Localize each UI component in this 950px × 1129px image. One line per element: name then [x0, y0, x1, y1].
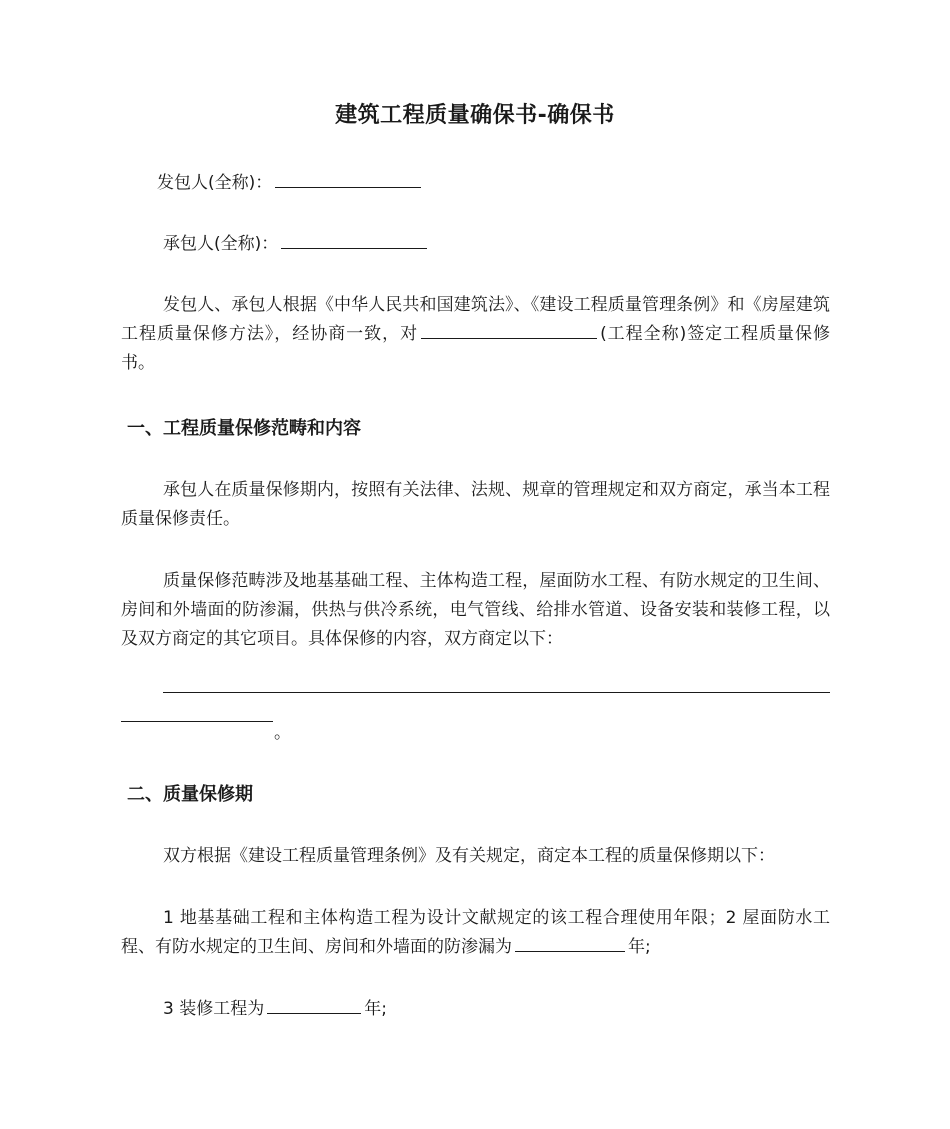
project-name-blank[interactable]	[421, 320, 597, 339]
intro-text-before: 发包人、承包人根据《中华人民共和国建筑法》、《建设工程质量管理条例》和《房屋建筑工程质量保修方法》，经协商一致，对	[121, 295, 830, 344]
warranty-items-paragraph	[121, 904, 830, 962]
section2-heading: 二、质量保修期	[127, 784, 253, 805]
employer-line	[157, 169, 424, 198]
item3-unit: 年;	[364, 999, 387, 1019]
item3-line	[163, 995, 387, 1024]
contractor-name-blank[interactable]	[281, 230, 427, 249]
contractor-label: 承包人(全称)：	[163, 234, 279, 254]
document-title: 建筑工程质量确保书-确保书	[335, 103, 615, 128]
item3-text: 3 装修工程为	[163, 999, 265, 1019]
employer-name-blank[interactable]	[275, 169, 421, 188]
decoration-years-blank[interactable]	[267, 995, 361, 1014]
item1-2-unit: 年;	[628, 937, 651, 957]
employer-label: 发包人(全称)：	[157, 173, 273, 193]
content-blank-line2[interactable]	[121, 721, 273, 722]
section2-paragraph1: 双方根据《建设工程质量管理条例》及有关规定，商定本工程的质量保修期以下：	[163, 846, 775, 866]
contractor-line	[163, 230, 430, 259]
item1-2-text: 1 地基基础工程和主体构造工程为设计文献规定的该工程合理使用年限；2 屋面防水工程、有防水规定的卫生间、房间和外墙面的防渗漏为	[121, 908, 830, 957]
intro-paragraph	[121, 291, 830, 378]
content-blank-line1[interactable]	[163, 692, 830, 693]
waterproof-years-blank[interactable]	[515, 933, 625, 952]
content-end-mark: 。	[274, 723, 291, 743]
section1-paragraph1: 承包人在质量保修期内，按照有关法律、法规、规章的管理规定和双方商定，承当本工程质量保修责任。	[121, 480, 830, 529]
section1-paragraph2: 质量保修范畴涉及地基基础工程、主体构造工程，屋面防水工程、有防水规定的卫生间、房间和外墙面的防渗漏，供热与供冷系统，电气管线、给排水管道、设备安装和装修工程，以及双方商定的其它项目。具体保修的内容，双方商定以下：	[121, 571, 830, 649]
intro-text-after: (工程全称)签定工程质量保修书。	[121, 324, 831, 373]
section1-heading: 一、工程质量保修范畴和内容	[127, 418, 361, 439]
